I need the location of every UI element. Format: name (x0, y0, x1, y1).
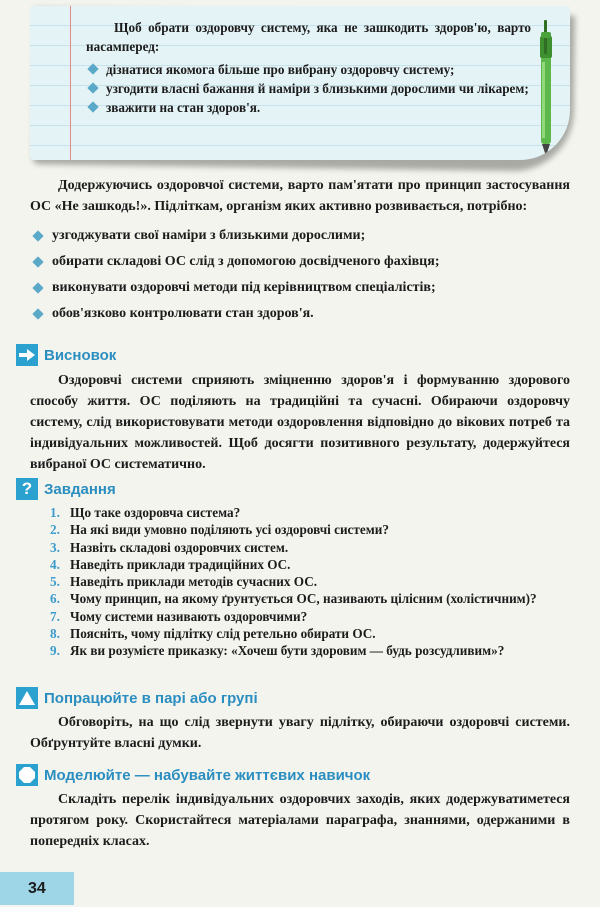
task-item (50, 625, 570, 642)
main-list-item (30, 303, 570, 324)
note-item-text: узгодити власні бажання й наміри з близькими дорослими чи лікарем; (106, 81, 529, 96)
hexagon-icon (16, 764, 38, 786)
pair-title: Попрацюйте в парі або групі (44, 689, 258, 707)
note-list-item (86, 60, 531, 79)
diamond-bullet-icon (32, 282, 43, 293)
triangle-icon (16, 687, 38, 709)
diamond-bullet-icon (32, 230, 43, 241)
note-item-text: дізнатися якомога більше про вибрану оздоровчу систему; (106, 62, 455, 77)
note-intro: Щоб обрати оздоровчу систему, яка не зашкодить здоров'ю, варто насамперед: (86, 20, 531, 54)
conclusion-header (16, 344, 116, 366)
pair-header (16, 687, 258, 709)
main-paragraph: Додержуючись оздоровчої системи, варто пам'ятати про принцип застосування ОС «Не зашкодь!». Підліткам, організм яких активно розвивається, потрібно: (30, 178, 570, 214)
conclusion-title: Висновок (44, 346, 117, 364)
pair-body (30, 712, 570, 754)
note-text (86, 18, 531, 117)
task-item (50, 539, 570, 556)
arrow-right-icon (16, 344, 38, 366)
task-list (50, 504, 570, 660)
task-text: На які види умовно поділяють усі оздоровчі системи? (70, 522, 389, 538)
task-text: Чому системи називають оздоровчими? (70, 608, 308, 624)
main-list-item (30, 225, 570, 246)
task-text: Назвіть складові оздоровчих систем. (70, 539, 289, 555)
task-number: 7. (50, 608, 60, 624)
task-number: 3. (50, 539, 60, 555)
model-header (16, 764, 370, 786)
note-list-item (86, 79, 531, 98)
diamond-bullet-icon (87, 101, 98, 112)
main-list-item (30, 277, 570, 298)
diamond-bullet-icon (32, 308, 43, 319)
task-item (50, 590, 570, 607)
page-number (0, 872, 74, 905)
note-item-text: зважити на стан здоров'я. (106, 100, 261, 115)
main-item-text: виконувати оздоровчі методи під керівництвом спеціалістів; (52, 280, 436, 295)
pen-icon (535, 16, 557, 156)
diamond-bullet-icon (87, 82, 98, 93)
task-item (50, 504, 570, 521)
tasks-body (50, 504, 570, 660)
main-list-item (30, 251, 570, 272)
task-item (50, 573, 570, 590)
task-number: 1. (50, 505, 60, 520)
task-item (50, 521, 570, 538)
diamond-bullet-icon (32, 256, 43, 267)
main-list (30, 225, 570, 324)
note-list (86, 60, 531, 117)
tasks-title: Завдання (44, 480, 116, 498)
task-number: 5. (50, 574, 60, 590)
main-item-text: обирати складові ОС слід з допомогою досвідченого фахівця; (52, 254, 440, 269)
task-text: Чому принцип, на якому ґрунтується ОС, називають цілісним (холістичним)? (70, 591, 537, 607)
model-title: Моделюйте — набувайте життєвих навичок (44, 766, 371, 784)
task-text: Як ви розумієте приказку: «Хочеш бути здоровим — будь розсудливим»? (70, 643, 505, 659)
note-paper (30, 6, 570, 160)
task-item (50, 642, 570, 659)
model-text: Складіть перелік індивідуальних оздоровчих заходів, яких додержуватиметеся протягом року. Скористайтеся матеріалами параграфа, знаннями, одержаними в попередніх класах. (30, 792, 570, 849)
page-number-text: 34 (28, 879, 46, 897)
note-margin-line (70, 6, 71, 160)
task-number: 8. (50, 626, 60, 642)
model-body (30, 789, 570, 852)
task-text: Наведіть приклади традиційних ОС. (70, 556, 291, 572)
task-text: Наведіть приклади методів сучасних ОС. (70, 574, 318, 590)
task-number: 4. (50, 556, 60, 572)
task-text: Що таке оздоровча система? (70, 505, 241, 520)
question-mark-icon: ? (16, 478, 38, 500)
task-number: 2. (50, 522, 60, 538)
tasks-header (16, 478, 116, 500)
task-item (50, 608, 570, 625)
main-item-text: обов'язково контролювати стан здоров'я. (52, 306, 314, 321)
main-item-text: узгоджувати свої наміри з близькими дорослими; (52, 228, 366, 243)
task-text: Поясніть, чому підлітку слід ретельно обирати ОС. (70, 626, 376, 642)
task-item (50, 556, 570, 573)
task-number: 6. (50, 591, 60, 607)
task-number: 9. (50, 643, 60, 659)
conclusion-body (30, 370, 570, 475)
conclusion-text: Оздоровчі системи сприяють зміцненню здоров'я і формуванню здорового способу життя. ОС поділяють на традиційні та сучасні. Обираючи оздоровчу систему, слід використовувати методи оздоровлення відповідно до вікових потреб та індивідуальних можливостей. Щоб досягти позитивного результату, додержуйтеся вибраної ОС систематично. (30, 373, 570, 472)
diamond-bullet-icon (87, 63, 98, 74)
pair-text: Обговоріть, на що слід звернути увагу підлітку, обираючи оздоровчі системи. Обґрунтуйте власні думки. (30, 715, 570, 751)
main-section (30, 175, 570, 329)
note-list-item (86, 98, 531, 117)
note-card (30, 6, 570, 164)
